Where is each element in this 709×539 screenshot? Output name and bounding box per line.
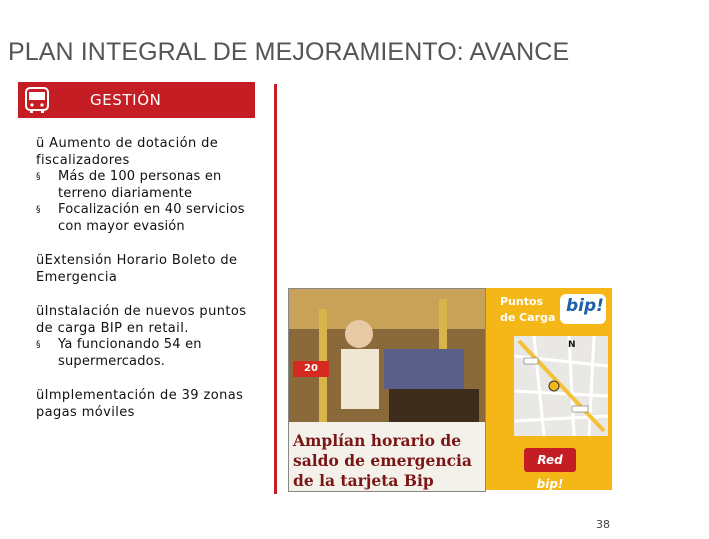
item-title: üInstalación de nuevos puntos de carga BIP en retail. [36,304,247,336]
list-item [36,388,264,421]
item-list [36,136,264,439]
charging-points-map-image [486,288,612,490]
sub-item: § Focalización en 40 servicios con mayor evasión [36,202,245,234]
list-item [36,136,264,235]
north-icon: N [568,340,576,350]
bip-logo: bip! [560,294,606,324]
list-item [36,304,264,370]
bus-icon [22,85,52,115]
item-title: ü Aumento de dotación de fiscalizadores [36,136,219,168]
slide-title: PLAN INTEGRAL DE MEJORAMIENTO: AVANCE [8,38,570,66]
red-bip-logo: Red bip! [524,448,576,472]
bullet-icon: § [36,340,41,350]
map-title: Puntos de Carga [500,295,556,324]
list-item [36,253,264,286]
street-map [514,336,608,436]
sub-item: § Ya funcionando 54 en supermercados. [36,337,202,369]
item-title: üExtensión Horario Boleto de Emergencia [36,253,238,285]
item-title: üImplementación de 39 zonas pagas móviles [36,388,244,420]
bullet-icon: § [36,205,41,215]
section-header-label: GESTIÓN [90,91,162,109]
page-number: 38 [596,518,610,531]
sub-item: § Más de 100 personas en terreno diariamente [36,169,222,201]
bus-interior-photo [289,289,485,422]
divider-line [274,84,277,494]
news-headline: Amplían horario de saldo de emergencia de la tarjeta Bip [293,431,472,490]
section-header [18,82,255,118]
news-clipping-image [288,288,486,492]
bullet-icon: § [36,172,41,182]
news-badge: 20 [293,361,329,377]
